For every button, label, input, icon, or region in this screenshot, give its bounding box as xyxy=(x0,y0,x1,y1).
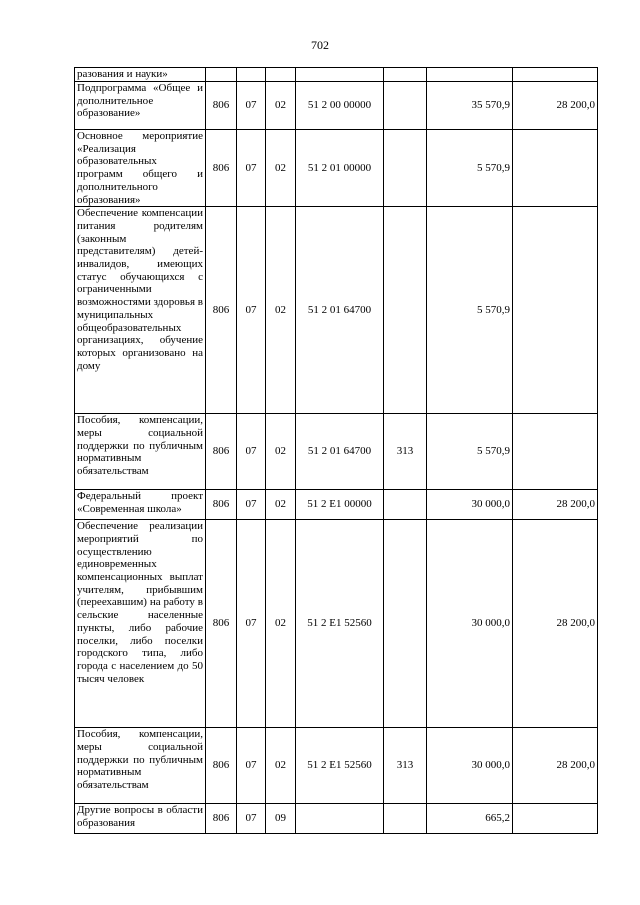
table-cell-name: Пособия, компенсации, меры социальной поддержки по публичным нормативным обязательствам xyxy=(75,414,206,490)
table-cell-subsection: 02 xyxy=(266,82,296,130)
table-cell-sum-1: 5 570,9 xyxy=(427,207,513,414)
table-cell-target: 51 2 01 00000 xyxy=(296,130,384,207)
table-row xyxy=(75,490,598,520)
table-cell-sum-2 xyxy=(513,207,598,414)
table-cell-name: Основное мероприятие «Реализация образовательных программ общего и дополнительного образования» xyxy=(75,130,206,207)
table-row xyxy=(75,68,598,82)
table-cell-sum-2 xyxy=(513,804,598,834)
table-cell-section: 07 xyxy=(237,490,266,520)
table-cell-sum-2 xyxy=(513,414,598,490)
table-cell-target: 51 2 Е1 52560 xyxy=(296,728,384,804)
table-cell-target: 51 2 00 00000 xyxy=(296,82,384,130)
table-cell-sum-1: 30 000,0 xyxy=(427,520,513,728)
table-cell-subsection xyxy=(266,68,296,82)
table-cell-section: 07 xyxy=(237,804,266,834)
table-cell-sum-2 xyxy=(513,130,598,207)
table-cell-name: Пособия, компенсации, меры социальной поддержки по публичным нормативным обязательствам xyxy=(75,728,206,804)
table-cell-ministry: 806 xyxy=(206,414,237,490)
table-cell-expense-type xyxy=(384,520,427,728)
page-number: 702 xyxy=(311,38,329,52)
table-cell-sum-2: 28 200,0 xyxy=(513,490,598,520)
table-cell-target: 51 2 01 64700 xyxy=(296,207,384,414)
table-cell-ministry: 806 xyxy=(206,490,237,520)
table-cell-sum-1 xyxy=(427,68,513,82)
table-cell-sum-1: 5 570,9 xyxy=(427,130,513,207)
table-row xyxy=(75,520,598,728)
table-cell-ministry: 806 xyxy=(206,82,237,130)
table-cell-ministry: 806 xyxy=(206,207,237,414)
table-cell-expense-type xyxy=(384,82,427,130)
table-cell-sum-1: 30 000,0 xyxy=(427,728,513,804)
table-cell-subsection: 02 xyxy=(266,414,296,490)
table-cell-expense-type: 313 xyxy=(384,414,427,490)
table-cell-sum-2: 28 200,0 xyxy=(513,728,598,804)
table-row xyxy=(75,414,598,490)
table-row xyxy=(75,82,598,130)
table-row xyxy=(75,804,598,834)
table-cell-target: 51 2 01 64700 xyxy=(296,414,384,490)
table-cell-expense-type xyxy=(384,490,427,520)
table-cell-section: 07 xyxy=(237,414,266,490)
table-cell-subsection: 02 xyxy=(266,520,296,728)
table-cell-expense-type xyxy=(384,130,427,207)
table-cell-expense-type: 313 xyxy=(384,728,427,804)
table-cell-section: 07 xyxy=(237,520,266,728)
table-cell-ministry: 806 xyxy=(206,804,237,834)
table-cell-name: Обеспечение реализации мероприятий по осуществлению единовременных компенсационных выплат учителям, прибывшим (переехавшим) на работу в сельские населенные пункты, либо рабочие поселки, либо поселки городского типа, либо города с населением до 50 тысяч человек xyxy=(75,520,206,728)
table-cell-name: Другие вопросы в области образования xyxy=(75,804,206,834)
table-cell-sum-1: 30 000,0 xyxy=(427,490,513,520)
table-cell-sum-1: 5 570,9 xyxy=(427,414,513,490)
table-cell-target: 51 2 Е1 52560 xyxy=(296,520,384,728)
table-cell-target: 51 2 Е1 00000 xyxy=(296,490,384,520)
table-cell-subsection: 02 xyxy=(266,490,296,520)
table-cell-sum-2: 28 200,0 xyxy=(513,520,598,728)
table-cell-subsection: 09 xyxy=(266,804,296,834)
table-cell-ministry: 806 xyxy=(206,520,237,728)
table-cell-name: Подпрограмма «Общее и дополнительное образование» xyxy=(75,82,206,130)
table-row xyxy=(75,728,598,804)
table-cell-subsection: 02 xyxy=(266,130,296,207)
table-cell-ministry: 806 xyxy=(206,728,237,804)
table-cell-subsection: 02 xyxy=(266,207,296,414)
table-cell-sum-2: 28 200,0 xyxy=(513,82,598,130)
table-cell-sum-2 xyxy=(513,68,598,82)
table-cell-sum-1: 35 570,9 xyxy=(427,82,513,130)
budget-table xyxy=(74,67,598,834)
table-cell-name: разования и науки» xyxy=(75,68,206,82)
table-cell-section: 07 xyxy=(237,728,266,804)
table-cell-name: Федеральный проект «Современная школа» xyxy=(75,490,206,520)
table-cell-target xyxy=(296,68,384,82)
table-cell-section: 07 xyxy=(237,82,266,130)
table-cell-expense-type xyxy=(384,68,427,82)
table-cell-name: Обеспечение компенсации питания родителям (законным представителям) детей-инвалидов, имеющих статус обучающихся с ограниченными возможностями здоровья в муниципальных общеобразовательных организациях, обучение которых организовано на дому xyxy=(75,207,206,414)
table-cell-expense-type xyxy=(384,207,427,414)
table-cell-target xyxy=(296,804,384,834)
table-cell-ministry xyxy=(206,68,237,82)
table-cell-section: 07 xyxy=(237,207,266,414)
table-cell-subsection: 02 xyxy=(266,728,296,804)
table-row xyxy=(75,130,598,207)
table-cell-expense-type xyxy=(384,804,427,834)
table-cell-section: 07 xyxy=(237,130,266,207)
table-cell-ministry: 806 xyxy=(206,130,237,207)
table-row xyxy=(75,207,598,414)
table-cell-sum-1: 665,2 xyxy=(427,804,513,834)
table-cell-section xyxy=(237,68,266,82)
